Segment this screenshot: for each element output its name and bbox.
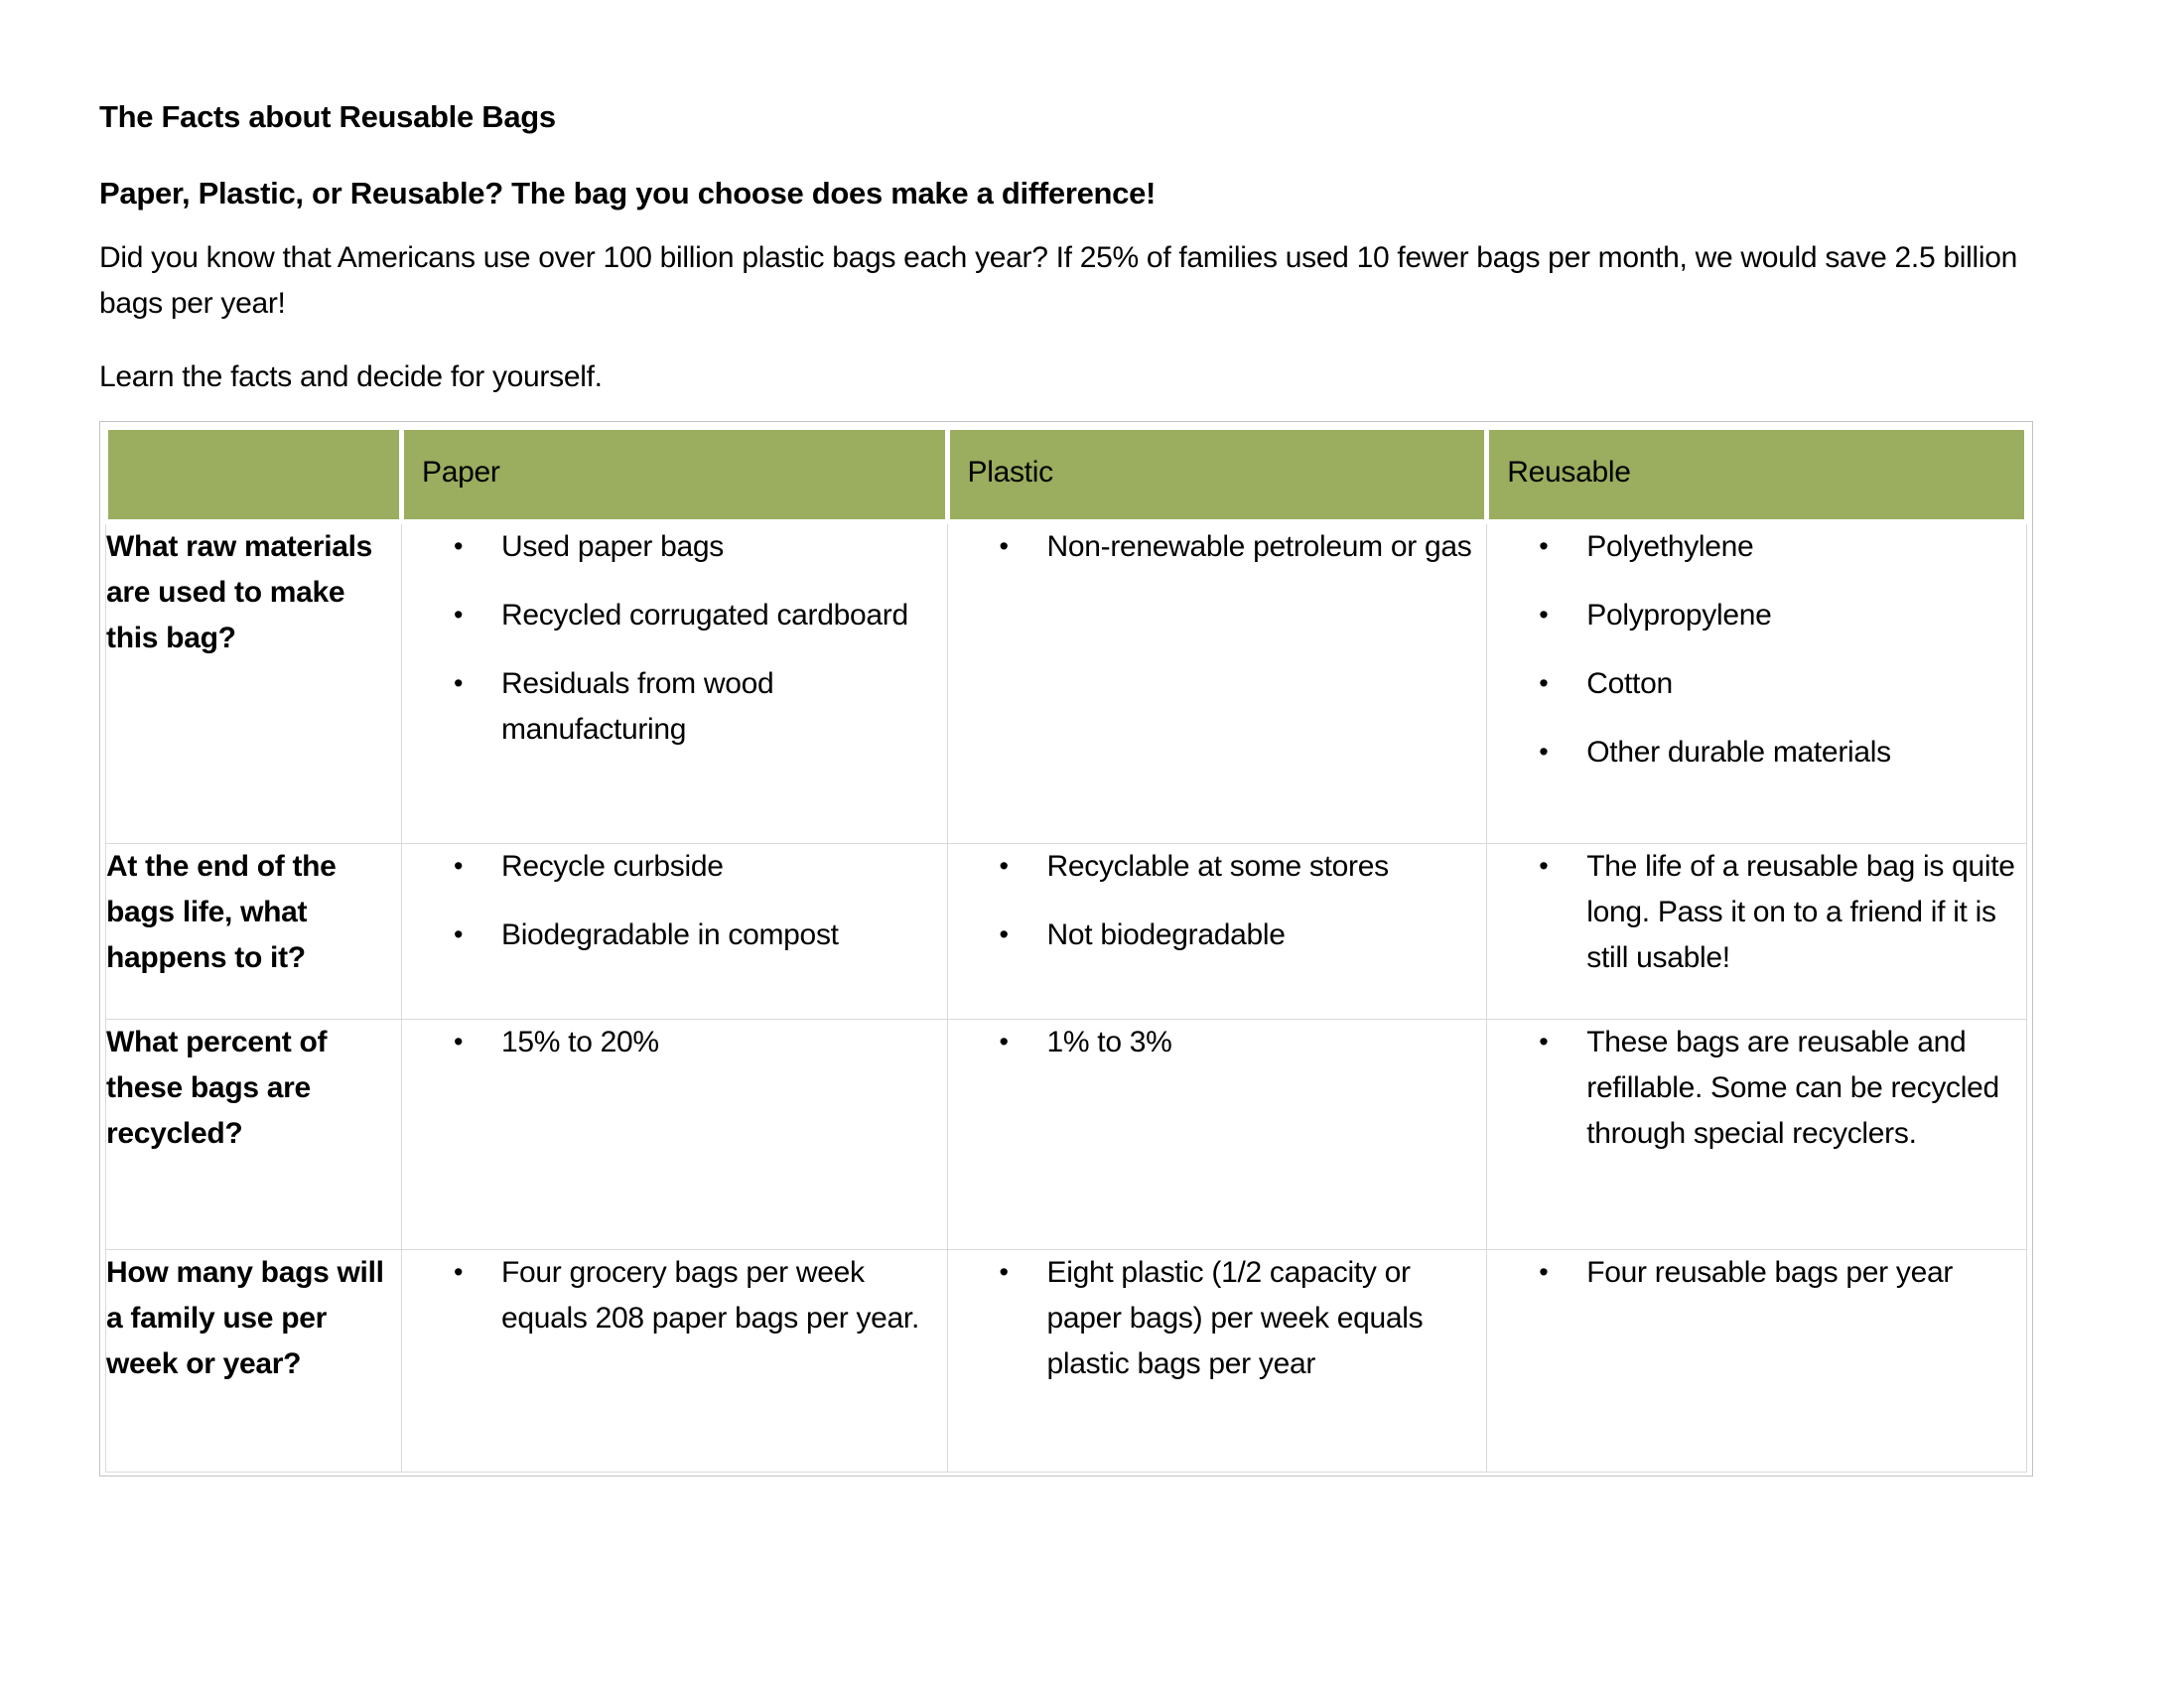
bullet-icon: • bbox=[1539, 668, 1549, 698]
bullet-item bbox=[1487, 730, 2026, 775]
answer-cell-reusable bbox=[1487, 1020, 2027, 1250]
bullet-list bbox=[1487, 1020, 2026, 1157]
bullet-icon: • bbox=[1539, 600, 1549, 630]
bullet-item bbox=[402, 1020, 947, 1065]
bullet-text: Four reusable bags per year bbox=[1586, 1256, 1954, 1289]
bullet-item bbox=[948, 524, 1487, 570]
bullet-list bbox=[402, 1250, 947, 1341]
question-cell: What raw materials are used to make this bag? bbox=[106, 522, 402, 844]
bullet-item bbox=[1487, 1020, 2026, 1157]
bullet-item bbox=[402, 1250, 947, 1341]
answer-cell-paper bbox=[401, 522, 947, 844]
facts-table-border bbox=[99, 421, 2033, 1477]
bullet-text: The life of a reusable bag is quite long. Pass it on to a friend if it is still usable! bbox=[1586, 850, 2015, 974]
bullet-text: 1% to 3% bbox=[1046, 1026, 1172, 1058]
bullet-icon: • bbox=[1539, 1027, 1549, 1056]
bullet-list bbox=[402, 524, 947, 753]
bullet-list bbox=[948, 1020, 1487, 1065]
document-title: The Facts about Reusable Bags bbox=[99, 99, 556, 134]
header-cell-paper: Paper bbox=[401, 428, 947, 522]
bullet-item bbox=[1487, 661, 2026, 707]
bullet-text: Eight plastic (1/2 capacity or paper bags) per week equals plastic bags per year bbox=[1046, 1256, 1424, 1380]
bullet-icon: • bbox=[453, 1027, 464, 1056]
bullet-text: Used paper bags bbox=[500, 530, 724, 563]
bullet-icon: • bbox=[453, 600, 464, 630]
bullet-text: Recyclable at some stores bbox=[1046, 850, 1389, 883]
bullet-list bbox=[402, 1020, 947, 1065]
answer-cell-reusable bbox=[1487, 844, 2027, 1020]
bullet-icon: • bbox=[999, 851, 1009, 881]
facts-table bbox=[103, 425, 2029, 1473]
bullet-icon: • bbox=[1539, 851, 1549, 881]
bullet-text: Non-renewable petroleum or gas bbox=[1046, 530, 1472, 563]
bullet-icon: • bbox=[999, 531, 1009, 561]
bullet-item bbox=[1487, 1250, 2026, 1296]
bullet-list bbox=[1487, 524, 2026, 775]
question-cell: What percent of these bags are recycled? bbox=[106, 1020, 402, 1250]
bullet-item bbox=[402, 913, 947, 958]
table-row-raw-materials bbox=[106, 522, 2027, 844]
bullet-icon: • bbox=[1539, 737, 1549, 767]
answer-cell-reusable bbox=[1487, 522, 2027, 844]
bullet-item bbox=[402, 524, 947, 570]
answer-cell-paper bbox=[401, 1250, 947, 1473]
bullet-item bbox=[948, 913, 1487, 958]
answer-cell-paper bbox=[401, 1020, 947, 1250]
bullet-list bbox=[948, 524, 1487, 570]
bullet-icon: • bbox=[453, 668, 464, 698]
bullet-text: Cotton bbox=[1586, 667, 1673, 700]
bullet-text: Recycled corrugated cardboard bbox=[500, 599, 908, 632]
bullet-icon: • bbox=[999, 919, 1009, 949]
bullet-icon: • bbox=[453, 531, 464, 561]
answer-cell-plastic bbox=[947, 1020, 1487, 1250]
table-row-bags-per-week bbox=[106, 1250, 2027, 1473]
question-cell: At the end of the bags life, what happens to it? bbox=[106, 844, 402, 1020]
bullet-list bbox=[1487, 844, 2026, 981]
bullet-text: Other durable materials bbox=[1586, 736, 1891, 769]
bullet-text: Recycle curbside bbox=[500, 850, 724, 883]
bullet-list bbox=[1487, 1250, 2026, 1296]
bullet-icon: • bbox=[453, 1257, 464, 1287]
bullet-text: Four grocery bags per week equals 208 paper bags per year. bbox=[500, 1256, 919, 1335]
bullet-text: Polypropylene bbox=[1586, 599, 1772, 632]
bullet-icon: • bbox=[999, 1257, 1009, 1287]
table-row-end-of-life bbox=[106, 844, 2027, 1020]
table-header-row bbox=[106, 428, 2027, 522]
lead-in-paragraph: Learn the facts and decide for yourself. bbox=[99, 360, 603, 393]
intro-paragraph: Did you know that Americans use over 100 billion plastic bags each year? If 25% of families used 10 fewer bags per month, we would save 2.5 billion bags per year! bbox=[99, 241, 2017, 320]
bullet-item bbox=[1487, 524, 2026, 570]
bullet-icon: • bbox=[1539, 1257, 1549, 1287]
bullet-item bbox=[948, 1250, 1487, 1387]
bullet-item bbox=[402, 593, 947, 638]
bullet-text: Not biodegradable bbox=[1046, 918, 1286, 951]
bullet-item bbox=[948, 844, 1487, 890]
answer-cell-reusable bbox=[1487, 1250, 2027, 1473]
bullet-text: Biodegradable in compost bbox=[500, 918, 839, 951]
answer-cell-plastic bbox=[947, 522, 1487, 844]
question-cell: How many bags will a family use per week or year? bbox=[106, 1250, 402, 1473]
bullet-icon: • bbox=[1539, 531, 1549, 561]
header-cell-reusable: Reusable bbox=[1487, 428, 2027, 522]
answer-cell-paper bbox=[401, 844, 947, 1020]
bullet-list bbox=[402, 844, 947, 958]
header-cell-blank bbox=[106, 428, 402, 522]
answer-cell-plastic bbox=[947, 844, 1487, 1020]
bullet-text: These bags are reusable and refillable. Some can be recycled through special recyclers. bbox=[1586, 1026, 1999, 1150]
bullet-list bbox=[948, 844, 1487, 958]
bullet-item bbox=[948, 1020, 1487, 1065]
document-subtitle: Paper, Plastic, or Reusable? The bag you choose does make a difference! bbox=[99, 176, 1157, 211]
bullet-text: 15% to 20% bbox=[500, 1026, 659, 1058]
bullet-item bbox=[402, 661, 947, 753]
bullet-item bbox=[1487, 593, 2026, 638]
table-row-percent-recycled bbox=[106, 1020, 2027, 1250]
bullet-icon: • bbox=[999, 1027, 1009, 1056]
bullet-icon: • bbox=[453, 851, 464, 881]
bullet-text: Residuals from wood manufacturing bbox=[500, 667, 774, 746]
bullet-text: Polyethylene bbox=[1586, 530, 1754, 563]
header-cell-plastic: Plastic bbox=[947, 428, 1487, 522]
answer-cell-plastic bbox=[947, 1250, 1487, 1473]
bullet-item bbox=[1487, 844, 2026, 981]
bullet-list bbox=[948, 1250, 1487, 1387]
bullet-icon: • bbox=[453, 919, 464, 949]
bullet-item bbox=[402, 844, 947, 890]
